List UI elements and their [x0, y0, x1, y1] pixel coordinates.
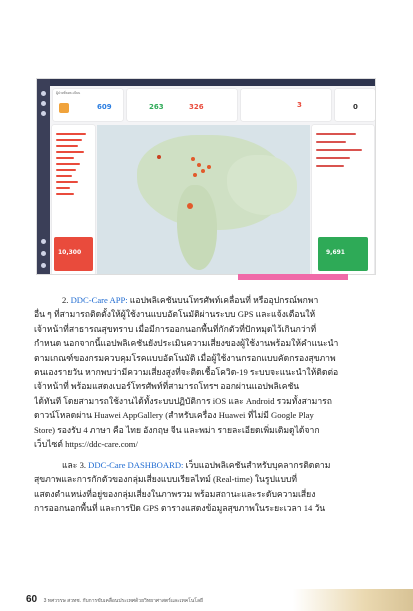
paragraph-line: สุขภาพและการกักตัวของกลุ่มเสี่ยงแบบเรียลไทม์ (Real-time) ในรูปแบบที่	[34, 474, 298, 485]
sidebar-dot-icon	[41, 251, 46, 256]
page-footer	[26, 594, 203, 605]
dashboard-screenshot	[36, 78, 376, 275]
paragraph-line: กำหนด นอกจากนี้แอปพลิเคชันยังประเมินความเสี่ยงของผู้ใช้งานพร้อมให้คำแนะนำ	[34, 338, 339, 349]
paragraph-line: ตนเองรายวัน หากพบว่ามีความเสี่ยงสูงที่จะติดเชื้อโควิด-19 ระบบจะแนะนำให้ติดต่อ	[34, 367, 339, 378]
paragraph-line: ตามเกณฑ์ของกรมควบคุมโรคแบบอัตโนมัติ เมื่อผู้ใช้งานกรอกแบบคัดกรองสุขภาพ	[34, 352, 336, 363]
dashboard-topbar	[50, 79, 376, 86]
count-card-red	[54, 237, 93, 271]
paragraph-line: การออกนอกพื้นที่ และการปิด GPS ตารางแสดงข้อมูลสุขภาพในระยะเวลา 14 วัน	[34, 503, 326, 514]
map-view[interactable]	[97, 125, 310, 275]
sidebar-dot-icon	[41, 239, 46, 244]
decorative-pink-bar	[238, 274, 348, 280]
stat-value-zero: 0	[353, 103, 358, 111]
stat-card-alert	[241, 89, 331, 121]
sidebar-dot-icon	[41, 91, 46, 96]
paragraph-line: 2. DDC-Care APP: แอปพลิเคชันบนโทรศัพท์เคลื่อนที่ หรืออุปกรณ์พกพา	[62, 295, 319, 305]
paragraph-ddc-care-dashboard	[34, 458, 380, 516]
left-panel-list	[52, 125, 95, 275]
highlighted-term: DDC-Care APP:	[70, 295, 128, 305]
paragraph-line: ดาวน์โหลดผ่าน Huawei AppGallery (สำหรับเครื่อง Huawei ที่ไม่มี Google Play	[34, 410, 314, 421]
stat-card-title: ผู้ป่วยที่ลงทะเบียน	[56, 91, 81, 95]
highlighted-term: DDC-Care DASHBOARD:	[88, 460, 184, 470]
paragraph-line: ได้ทันที โดยสามารถใช้งานได้ทั้งระบบปฏิบัติการ iOS และ Android รวมทั้งสามารถ	[34, 395, 332, 406]
decorative-corner	[293, 589, 413, 611]
stat-value-alert: 3	[297, 101, 302, 109]
paragraph-line: เว็บไซต์ https://ddc-care.com/	[34, 439, 138, 450]
paragraph-line: แสดงตำแหน่งที่อยู่ของกลุ่มเสี่ยงในภาพรวม พร้อมสถานะและระดับความเสี่ยง	[34, 488, 316, 499]
page-number: 60	[26, 594, 38, 605]
paragraph-line: เจ้าหน้าที่สาธารณสุขทราบ เมื่อมีการออกนอกพื้นที่กักตัวที่ปักหมุดไว้เกินกว่าที่	[34, 323, 317, 334]
people-icon	[59, 103, 69, 113]
paragraph-ddc-care-app	[34, 293, 380, 451]
paragraph-line: เจ้าหน้าที่ พร้อมแสดงเบอร์โทรศัพท์ที่สามารถโทรฯ ออกผ่านแอปพลิเคชัน	[34, 381, 300, 392]
right-panel-list	[312, 125, 374, 275]
paragraph-line: Store) รองรับ 4 ภาษา คือ ไทย อังกฤษ จีน และพม่า รายละเอียดเพิ่มเติมดูได้จาก	[34, 424, 320, 435]
paragraph-line: อื่น ๆ ที่สามารถติดตั้งให้ผู้ใช้งานแบบอัตโนมัติผ่านระบบ GPS และแจ้งเตือนให้	[34, 309, 316, 320]
stat-card-status	[127, 89, 237, 121]
sidebar-dot-icon	[41, 111, 46, 116]
stat-value: 609	[97, 103, 112, 111]
stat-card-registered	[53, 89, 123, 121]
dashboard-sidebar	[37, 79, 50, 275]
stat-value-red: 326	[189, 103, 204, 111]
count-value: 10,300	[58, 249, 82, 256]
sidebar-dot-icon	[41, 101, 46, 106]
count-card-green	[318, 237, 368, 271]
stat-card-zero	[335, 89, 375, 121]
count-value: 9,691	[326, 249, 345, 256]
paragraph-line: และ 3. DDC-Care DASHBOARD: เว็บแอปพลิเคชันสำหรับบุคลากรติดตาม	[62, 460, 331, 470]
sidebar-dot-icon	[41, 263, 46, 268]
running-title: 3 ทศวรรษ สวทช. กับการขับเคลื่อนประเทศด้วยวิทยาศาสตร์และเทคโนโลยี	[43, 598, 203, 604]
stat-value-green: 263	[149, 103, 164, 111]
